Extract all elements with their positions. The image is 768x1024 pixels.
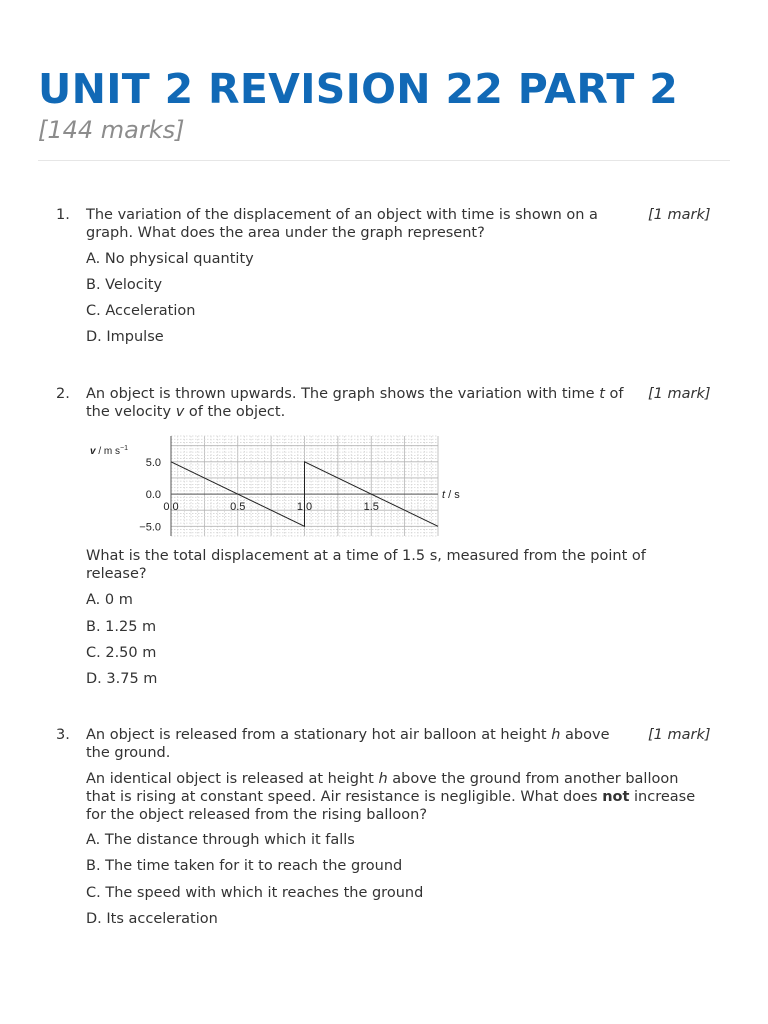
x-tick-label: 1.5	[363, 501, 379, 514]
x-tick-label: 0.0	[163, 501, 179, 514]
question-mark: [1 mark]	[648, 207, 711, 223]
question-prompt: What is the total displacement at a time of 1.5 s, measured from the point of release?	[86, 548, 646, 582]
velocity-time-graph	[88, 430, 468, 540]
x-axis-label: t / s	[442, 489, 460, 502]
answer-option-a[interactable]: A. 0 m	[86, 592, 133, 608]
question-stem-line-1: An object is thrown upwards. The graph shows the variation with time t of	[86, 386, 624, 402]
answer-option-b[interactable]: B. The time taken for it to reach the ground	[86, 858, 403, 874]
total-marks: [144 marks]	[38, 116, 185, 144]
question-stem-line-2: the ground.	[86, 745, 171, 761]
answer-option-c[interactable]: C. The speed with which it reaches the ground	[86, 885, 424, 901]
y-tick-label: 5.0	[145, 456, 161, 469]
answer-option-d[interactable]: D. 3.75 m	[86, 671, 158, 687]
answer-option-d[interactable]: D. Its acceleration	[86, 911, 218, 927]
question-number: 1.	[56, 207, 70, 223]
x-tick-label: 1.0	[296, 501, 313, 514]
answer-option-a[interactable]: A. The distance through which it falls	[86, 832, 355, 848]
question-mark: [1 mark]	[648, 386, 711, 402]
answer-option-b[interactable]: B. Velocity	[86, 277, 163, 293]
question-number: 2.	[56, 386, 70, 402]
answer-option-c[interactable]: C. 2.50 m	[86, 645, 157, 661]
header-divider	[38, 160, 730, 161]
x-tick-label: 0.5	[230, 501, 246, 514]
answer-option-b[interactable]: B. 1.25 m	[86, 619, 157, 635]
y-tick-label: −5.0	[139, 521, 161, 534]
answer-option-a[interactable]: A. No physical quantity	[86, 251, 254, 267]
answer-option-c[interactable]: C. Acceleration	[86, 303, 196, 319]
question-stem: The variation of the displacement of an object with time is shown on a graph. What does the area under the graph represent?	[86, 207, 598, 241]
question-number: 3.	[56, 727, 70, 743]
y-axis-label: v / m $s^{-1}$	[90, 445, 128, 457]
question-mark: [1 mark]	[648, 727, 711, 743]
answer-option-d[interactable]: D. Impulse	[86, 329, 164, 345]
page-title: UNIT 2 REVISION 22 PART 2	[38, 65, 679, 113]
y-tick-label: 0.0	[145, 489, 161, 502]
question-paragraph: An identical object is released at height h above the ground from another balloon that is rising at constant speed. Air resistance is negligible. What does not increase for the object released from the rising balloon?	[86, 771, 696, 823]
question-stem-line-1: An object is released from a stationary hot air balloon at height h above	[86, 727, 610, 743]
question-stem-line-2: the velocity v of the object.	[86, 404, 286, 420]
